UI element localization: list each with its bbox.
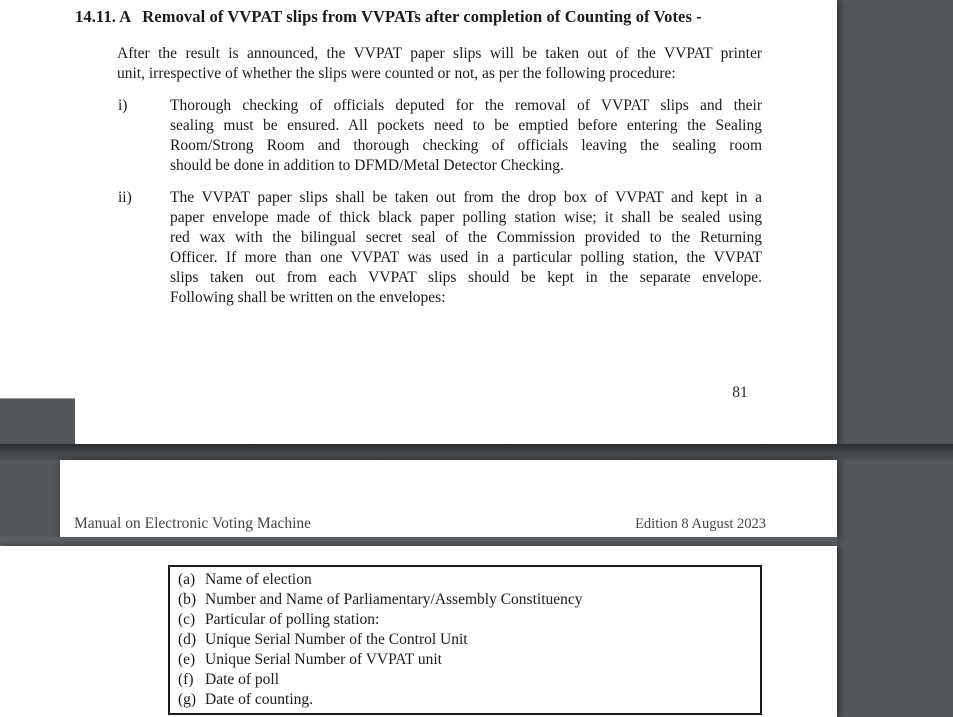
envelope-item-text: Number and Name of Parliamentary/Assembly Constituency	[205, 591, 583, 608]
paragraph-line: Officer. If more than one VVPAT was used in a particular polling station, the VVPAT	[170, 249, 762, 266]
section-number: 14.11. A	[75, 7, 132, 26]
footer-book-title: Manual on Electronic Voting Machine	[74, 515, 312, 532]
paragraph-line: Thorough checking of officials deputed for the removal of VVPAT slips and their	[170, 97, 762, 114]
envelope-item-label: (a)	[178, 571, 196, 588]
footer-edition: Edition 8 August 2023	[635, 516, 766, 532]
section-heading	[75, 6, 702, 28]
section-title: Removal of VVPAT slips from VVPATs after completion of Counting of Votes -	[142, 7, 702, 26]
envelope-item-text: Date of counting.	[205, 691, 314, 708]
envelope-item-label: (d)	[178, 631, 197, 648]
left-tab-lower	[0, 460, 60, 548]
list-item-ii	[170, 188, 762, 308]
envelope-item-text: Unique Serial Number of the Control Unit	[205, 631, 468, 648]
envelope-item-text: Date of poll	[205, 671, 280, 688]
page-gap-divider	[0, 444, 953, 460]
envelope-item-label: (f)	[178, 671, 194, 688]
paragraph-line: Room/Strong Room and thorough checking of officials leaving the sealing room	[170, 137, 762, 154]
envelope-item-label: (b)	[178, 591, 197, 608]
list-marker-i: i)	[118, 97, 128, 114]
list-item-i	[170, 96, 762, 176]
paragraph-line: red wax with the bilingual secret seal of the Commission provided to the Returning	[170, 229, 762, 246]
envelope-item	[178, 630, 760, 650]
envelope-item-text: Unique Serial Number of VVPAT unit	[205, 651, 442, 668]
paragraph-line: sealing must be ensured. All pockets need to be emptied before entering the Sealing	[170, 117, 762, 134]
list-marker-ii: ii)	[118, 189, 132, 206]
envelope-item-label: (g)	[178, 691, 197, 708]
page-footer-strip	[60, 460, 837, 537]
strip-gap-divider	[0, 537, 837, 546]
envelope-item	[178, 650, 760, 670]
envelope-item-label: (e)	[178, 651, 196, 668]
envelope-item-text: Particular of polling station:	[205, 611, 380, 628]
envelope-item	[178, 690, 760, 710]
envelope-item	[178, 670, 760, 690]
envelope-details-box	[168, 565, 762, 715]
paragraph-line: After the result is announced, the VVPAT paper slips will be taken out of the VVPAT printer	[117, 45, 762, 62]
intro-paragraph	[117, 44, 762, 84]
paragraph-line: slips taken out from each VVPAT slips should be kept in the separate envelope.	[170, 269, 762, 286]
envelope-item-label: (c)	[178, 611, 196, 628]
left-tab-upper	[0, 398, 75, 445]
pdf-page-next	[0, 546, 837, 717]
paragraph-line: should be done in addition to DFMD/Metal Detector Checking.	[170, 157, 564, 174]
paragraph-line: Following shall be written on the envelopes:	[170, 289, 446, 306]
paragraph-line: The VVPAT paper slips shall be taken out from the drop box of VVPAT and kept in a	[170, 189, 762, 206]
envelope-item	[178, 590, 760, 610]
paragraph-line: paper envelope made of thick black paper polling station wise; it shall be sealed using	[170, 209, 762, 226]
envelope-item	[178, 570, 760, 590]
paragraph-line: unit, irrespective of whether the slips were counted or not, as per the following procedure:	[117, 65, 676, 82]
envelope-item-text: Name of election	[205, 571, 312, 588]
envelope-item	[178, 610, 760, 630]
page-number: 81	[732, 384, 748, 401]
